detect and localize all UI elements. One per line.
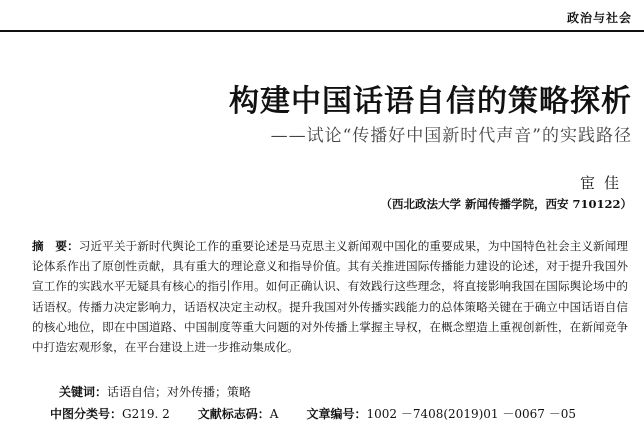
header-divider: [0, 30, 644, 32]
abstract: [32, 236, 628, 357]
doc-code-label: 文献标志码：: [197, 407, 270, 421]
article-no-value: 1002 －7408(2019)01 －0067 －05: [366, 407, 576, 421]
article-title: 构建中国话语自信的策略探析: [229, 84, 632, 119]
journal-section-label: 政治与社会: [566, 11, 632, 25]
article-no-label: 文章编号：: [306, 407, 367, 421]
abstract-text: 习近平关于新时代舆论工作的重要论述是马克思主义新闻观中国化的重要成果，为中国特色社会主义新闻理论体系作出了原创性贡献，具有重大的理论意义和指导价值。其有关推进国际传播能力建设的论述，对于提升我国外宣工作的实践水平无疑具有核心的指引作用。如何正确认识、有效践行这些理念，将直接影响我国在国际舆论场中的话语权。传播力决定影响力，话语权决定主动权。提升我国对外传播实践能力的总体策略关键在于确立中国话语自信的核心地位，即在中国道路、中国制度等重大问题的对外传播上掌握主导权，在概念塑造上重视创新性，在新闻竞争中打造宏观形象，在平台建设上进一步推动集成化。: [32, 239, 628, 355]
clc-value: G219. 2: [122, 407, 170, 421]
abstract-label: 摘 要：: [32, 239, 79, 253]
author-affiliation: （西北政法大学 新闻传播学院，西安 710122）: [380, 197, 632, 211]
keywords-text: 话语自信；对外传播；策略: [107, 385, 252, 399]
classification-row: [50, 405, 576, 422]
clc-label: 中图分类号：: [50, 407, 123, 421]
article-subtitle: ——试论“传播好中国新时代声音”的实践路径: [270, 126, 632, 146]
article-author: 宦佳: [579, 174, 628, 192]
keywords-row: [59, 383, 251, 400]
keywords-label: 关键词：: [59, 385, 108, 399]
doc-code-value: A: [269, 407, 279, 421]
